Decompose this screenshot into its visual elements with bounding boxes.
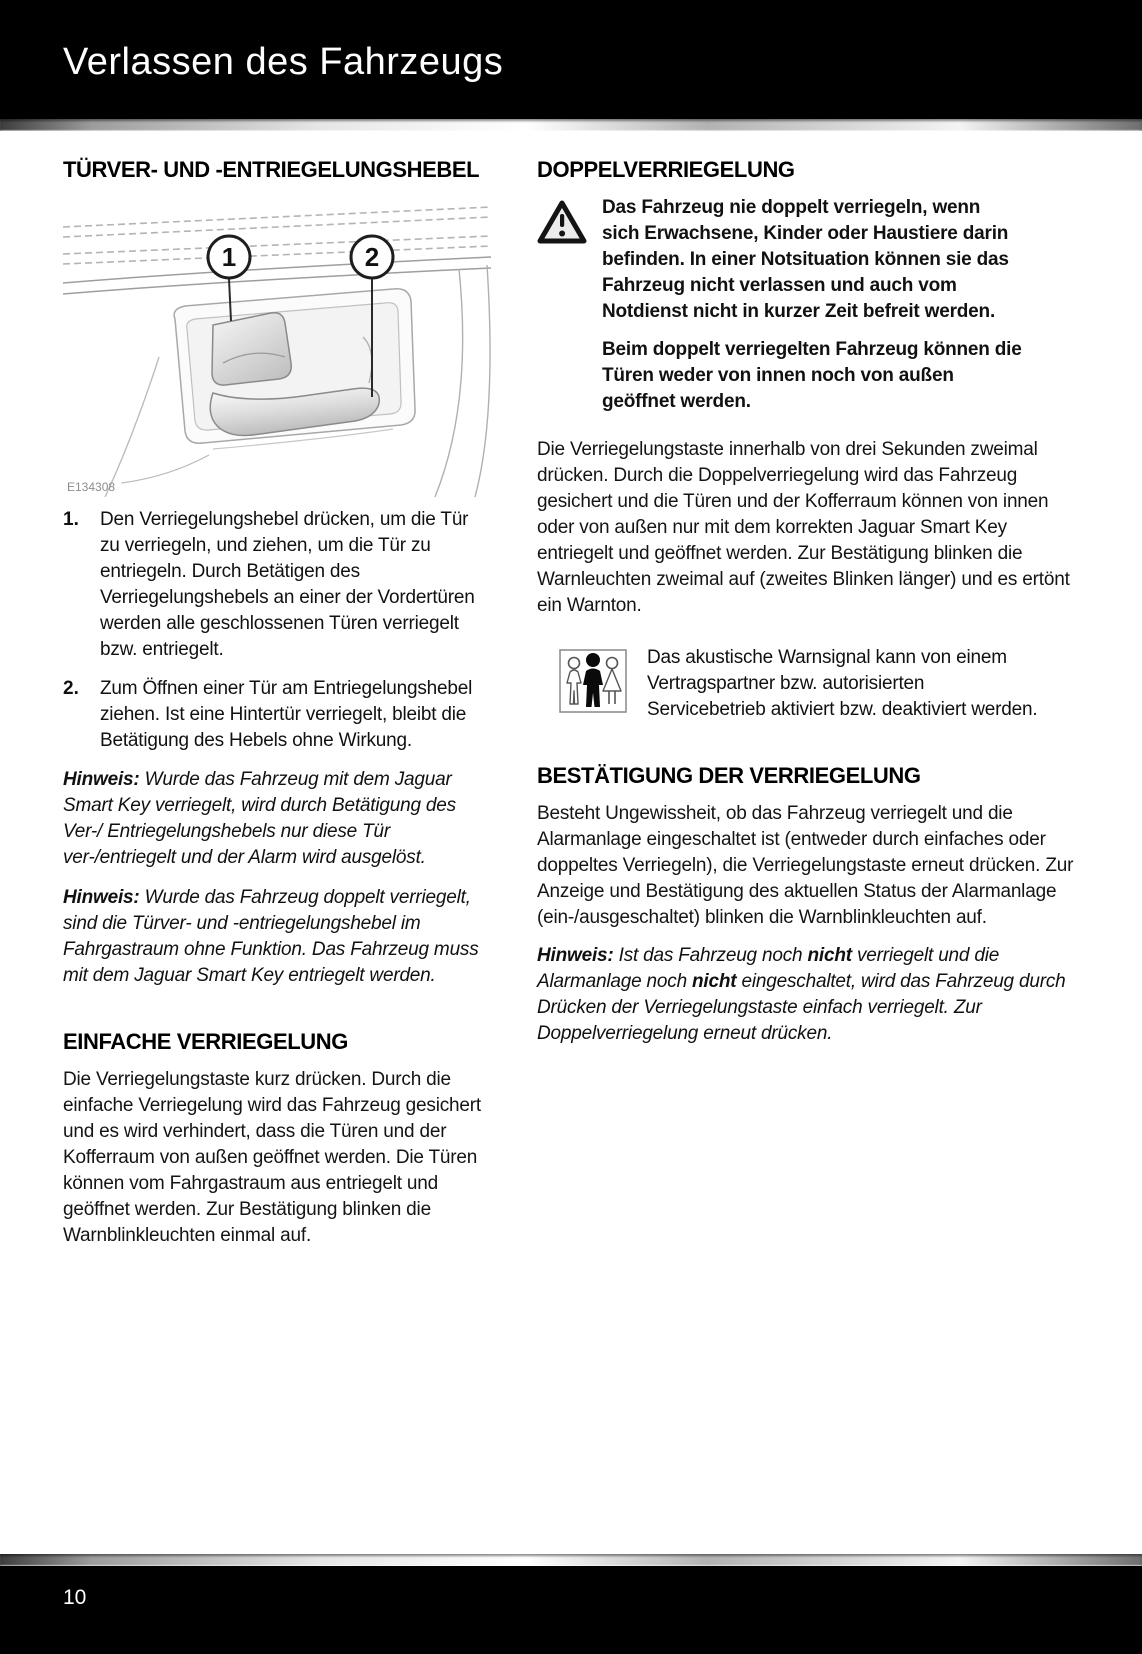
footer-bar <box>0 1566 1142 1654</box>
page-content <box>0 131 1142 1261</box>
figure-reference-label: E134308 <box>67 480 116 494</box>
footer-divider <box>0 1554 1142 1566</box>
page-header <box>0 0 1142 119</box>
note-text: Ist das Fahrzeug noch <box>613 945 808 966</box>
section-heading-door-levers: TÜRVER- UND -ENTRIEGELUNGSHEBEL <box>63 157 480 182</box>
warning-block <box>537 195 1080 427</box>
list-item-number: 2. <box>63 678 79 699</box>
warning-icon-cell <box>537 195 602 427</box>
lever-instruction-list <box>63 507 491 754</box>
note-text: eingeschaltet, wird das Fahrzeug durch Drücken der Verriegelungstaste einfach verriegelt. Zur Doppelverriegelung erneut drücken. <box>537 971 1066 1044</box>
list-item-text: Den Verriegelungshebel drücken, um die Tür zu verriegeln, und ziehen, um die Tür zu entriegeln. Durch Betätigen des Verriegelungshebels an einer der Vordertüren werden alle geschlossenen Türen verriegelt bzw. entriegelt. <box>100 509 475 660</box>
note-not-locked <box>537 943 1080 1047</box>
section-heading-double-locking: DOPPELVERRIEGELUNG <box>537 157 795 182</box>
right-column <box>537 157 1080 1261</box>
note-bold-word: nicht <box>692 971 737 992</box>
lock-lever-shape <box>212 313 291 385</box>
note-label: Hinweis: <box>63 769 140 790</box>
list-item-text: Zum Öffnen einer Tür am Entriegelungshebel ziehen. Ist eine Hintertür verriegelt, bleibt die Betätigung des Hebels ohne Wirkung. <box>100 678 473 751</box>
label-leader-line <box>121 455 209 483</box>
note-label: Hinweis: <box>63 887 140 908</box>
service-note-text: Das akustische Warnsignal kann von einem Vertragspartner bzw. autorisierten Servicebetrieb aktiviert bzw. deaktiviert werden. <box>647 647 1038 720</box>
warning-paragraph: Das Fahrzeug nie doppelt verriegeln, wenn sich Erwachsene, Kinder oder Haustiere darin befinden. In einer Notsituation können sie das Fahrzeug nicht verlassen und auch vom Notdienst nicht in kurzer Zeit befreit werden. <box>602 197 1009 322</box>
locking-confirmation-body: Besteht Ungewissheit, ob das Fahrzeug verriegelt und die Alarmanlage eingeschaltet ist (entweder durch einfaches oder doppeltes Verriegeln), die Verriegelungstaste erneut drücken. Zur Anzeige und Bestätigung des aktuellen Status der Alarmanlage (ein-/ausgeschaltet) blinken die Warnblinkleuchten auf. <box>537 803 1074 928</box>
service-note-block <box>537 645 1080 723</box>
note-text: Wurde das Fahrzeug mit dem Jaguar Smart Key verriegelt, wird durch Betätigung des Ver-/ Entriegelungshebels nur diese Tür ver-/entriegelt und der Alarm wird ausgelöst. <box>63 769 456 868</box>
header-divider <box>0 119 1142 131</box>
page-number: 10 <box>63 1586 87 1609</box>
door-lever-illustration <box>63 197 491 497</box>
warning-texts <box>602 195 1022 427</box>
single-locking-body: Die Verriegelungstaste kurz drücken. Durch die einfache Verriegelung wird das Fahrzeug gesichert und es wird verhindert, dass die Türen und der Kofferraum von außen geöffnet werden. Die Türen können vom Fahrgastraum aus entriegelt und geöffnet werden. Zur Bestätigung blinken die Warnblinkleuchten einmal auf. <box>63 1069 481 1246</box>
list-item <box>63 676 491 754</box>
list-item-number: 1. <box>63 509 79 530</box>
note-double-lock <box>63 885 491 989</box>
note-text: verriegelt und die Alarmanlage noch <box>537 945 1000 992</box>
door-trim-lines <box>63 257 491 294</box>
note-text: Wurde das Fahrzeug doppelt verriegelt, sind die Türver- und -entriegelungshebel im Fahrgastraum ohne Funktion. Das Fahrzeug muss mit dem Jaguar Smart Key entriegelt werden. <box>63 887 479 986</box>
callout-2-number: 2 <box>364 242 380 272</box>
warning-paragraph: Beim doppelt verriegelten Fahrzeug können die Türen weder von innen noch von außen geöffnet werden. <box>602 339 1022 412</box>
note-label: Hinweis: <box>537 945 614 966</box>
note-bold-word: nicht <box>807 945 852 966</box>
panel-diagonal-line <box>105 357 159 497</box>
section-heading-single-locking: EINFACHE VERRIEGELUNG <box>63 1029 348 1054</box>
door-edge-lines <box>435 265 490 497</box>
page-footer <box>0 1554 1142 1654</box>
stitch-lines <box>63 207 491 264</box>
double-locking-body: Die Verriegelungstaste innerhalb von drei Sekunden zweimal drücken. Durch die Doppelverriegelung wird das Fahrzeug gesichert und die Türen und der Kofferraum können von innen oder von außen nur mit dem korrekten Jaguar Smart Key entriegelt und geöffnet werden. Zur Bestätigung blinken die Warnleuchten zweimal auf (zweites Blinken länger) und es ertönt ein Warnton. <box>537 439 1070 616</box>
callout-1-number: 1 <box>221 242 237 272</box>
section-heading-locking-confirmation: BESTÄTIGUNG DER VERRIEGELUNG <box>537 763 921 788</box>
dealer-service-people-icon <box>559 649 627 713</box>
note-smart-key <box>63 767 491 871</box>
door-lever-figure <box>63 197 491 497</box>
warning-triangle-icon <box>537 199 587 245</box>
left-column <box>63 157 491 1261</box>
service-icon-cell <box>537 645 647 723</box>
list-item <box>63 507 491 663</box>
page-title: Verlassen des Fahrzeugs <box>63 41 504 83</box>
